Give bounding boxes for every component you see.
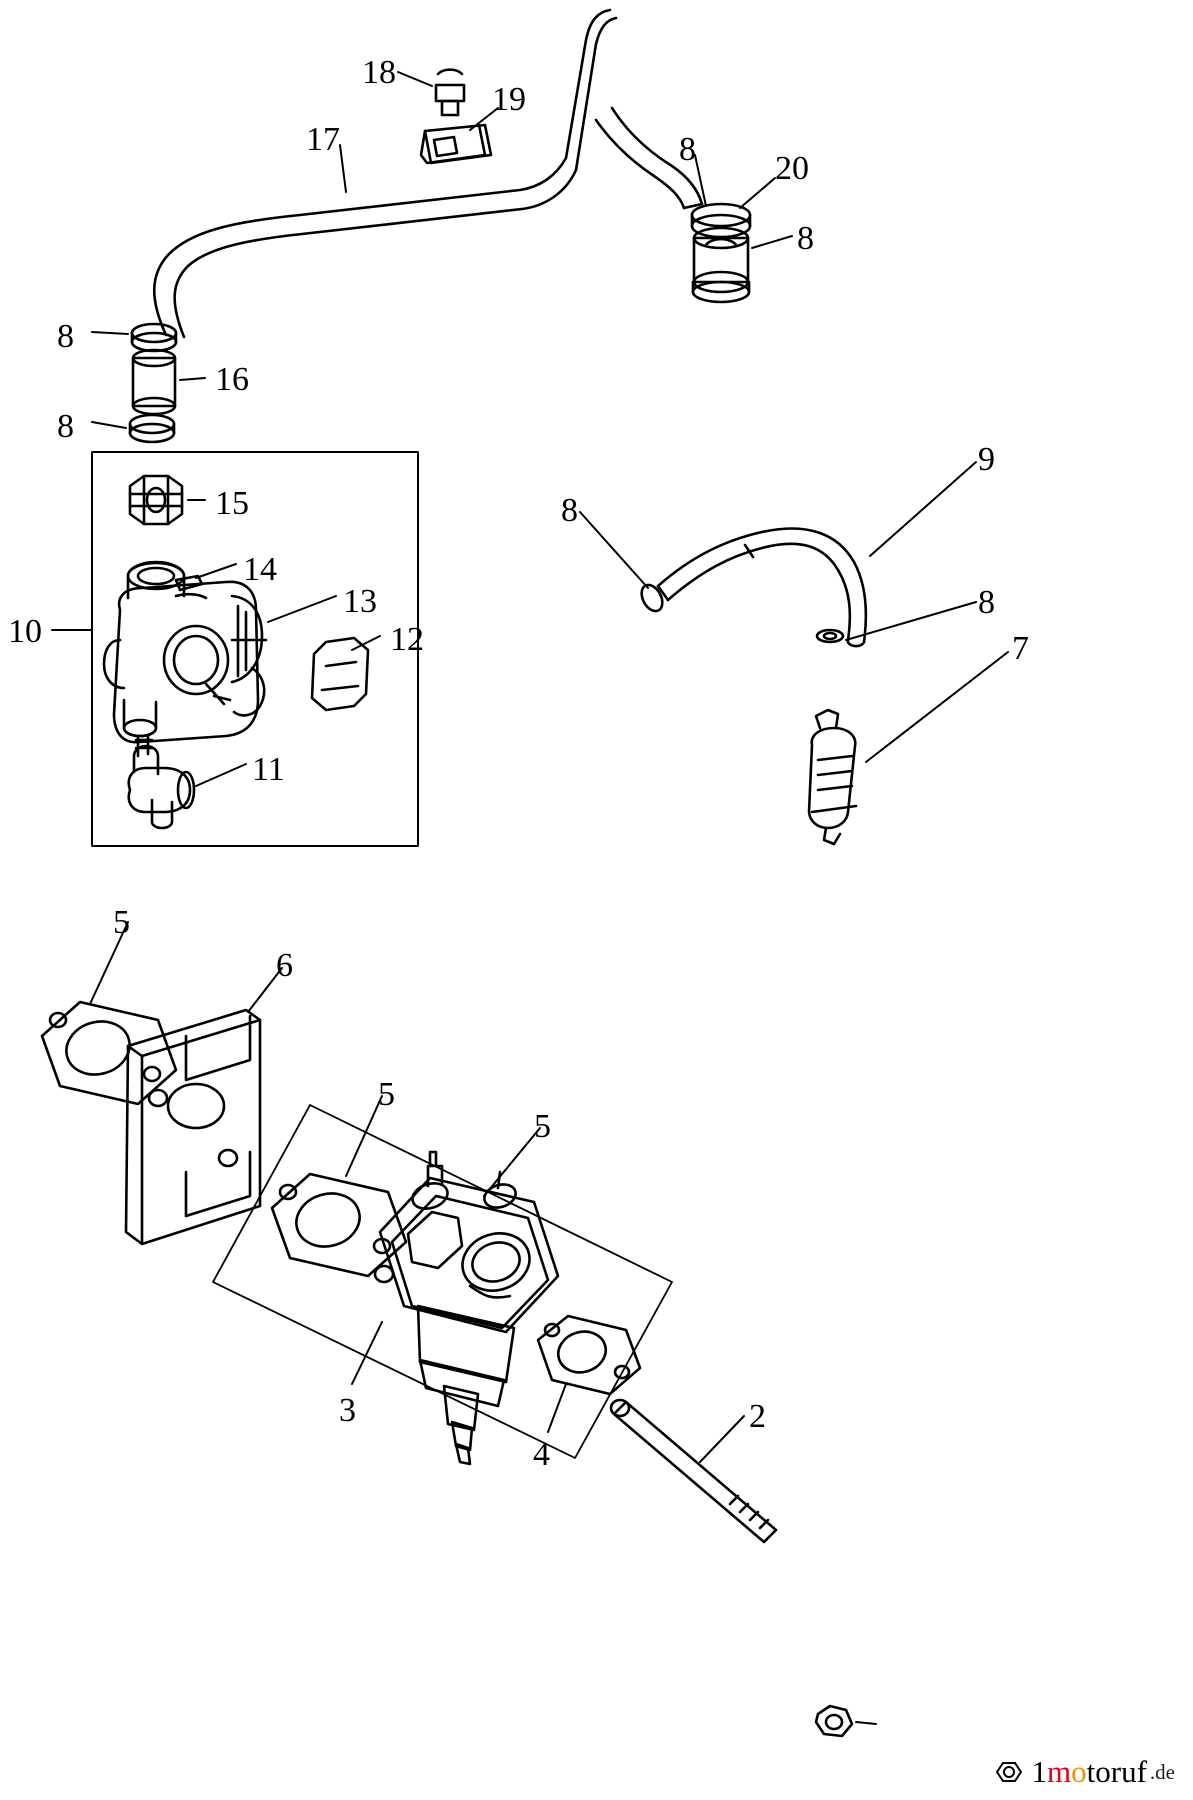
watermark-brand-m: m xyxy=(1047,1754,1072,1789)
callout-10: 10 xyxy=(8,613,42,650)
callout-19: 19 xyxy=(492,81,526,118)
callout-20: 20 xyxy=(775,150,809,187)
watermark-brand-o: o xyxy=(1071,1754,1087,1789)
callout-11: 11 xyxy=(252,751,285,788)
callout-3: 3 xyxy=(339,1392,356,1429)
callout-8-hose-left: 8 xyxy=(561,492,578,529)
callout-5-upper: 5 xyxy=(113,904,130,941)
watermark-brand-rest: toruf xyxy=(1086,1754,1147,1789)
callout-8-left-lower: 8 xyxy=(57,408,74,445)
callout-1: 1 xyxy=(1031,1754,1048,1789)
callout-16: 16 xyxy=(215,361,249,398)
callout-4: 4 xyxy=(533,1436,550,1473)
callout-8-top-right: 8 xyxy=(679,131,696,168)
callout-15: 15 xyxy=(215,485,249,522)
callout-13: 13 xyxy=(343,583,377,620)
callout-7: 7 xyxy=(1012,630,1029,667)
nut-icon xyxy=(996,1759,1022,1785)
watermark xyxy=(996,1754,1175,1790)
callout-18: 18 xyxy=(362,54,396,91)
callout-9: 9 xyxy=(978,441,995,478)
callout-8-right: 8 xyxy=(797,220,814,257)
callout-5-middle: 5 xyxy=(378,1076,395,1113)
callout-2: 2 xyxy=(749,1398,766,1435)
callout-8-left-upper: 8 xyxy=(57,318,74,355)
callout-17: 17 xyxy=(306,121,340,158)
callout-8-hose-right: 8 xyxy=(978,584,995,621)
watermark-tld: .de xyxy=(1149,1759,1175,1784)
callout-6: 6 xyxy=(276,947,293,984)
callout-14: 14 xyxy=(243,551,277,588)
callout-12: 12 xyxy=(390,621,424,658)
callout-5-lower: 5 xyxy=(534,1108,551,1145)
